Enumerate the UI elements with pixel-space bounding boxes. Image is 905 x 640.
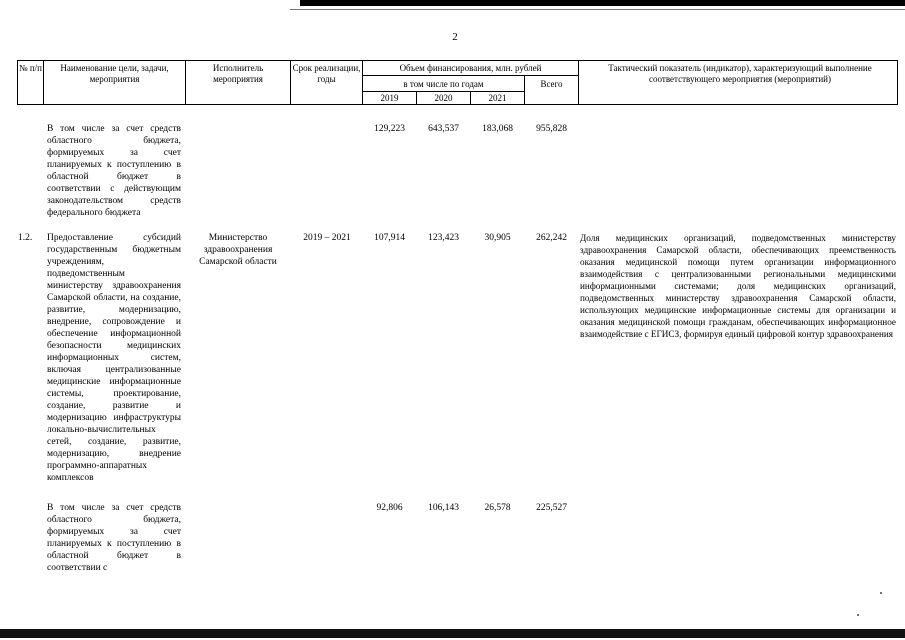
row-1-executor: Министерство здравоохранения Самарской области: [199, 233, 277, 267]
header-col-indicator: Тактический показатель (индикатор), характеризующий выполнение соответствующего мероприятия (мероприятий): [608, 63, 872, 84]
page-number: 2: [452, 31, 458, 43]
row-1-value-2021: 30,905: [484, 233, 511, 243]
row-0-value-2019: 129,223: [374, 124, 405, 134]
row-1-value-total: 262,242: [536, 233, 567, 243]
header-col-term: Срок реализации, годы: [292, 63, 361, 84]
header-year-2020: 2020: [434, 93, 453, 103]
scan-edge-bottom: [0, 629, 905, 638]
scan-speck: [857, 614, 859, 616]
row-2-name: В том числе за счет средств областного бюджета, формируемых за счет планируемых к поступлению в областной бюджет в соответствии с: [47, 503, 181, 573]
row-0-value-2021: 183,068: [482, 124, 513, 134]
scan-edge-top: [300, 0, 905, 6]
scan-speck: [880, 592, 882, 594]
row-1-value-2019: 107,914: [374, 233, 405, 243]
row-1-value-2020: 123,423: [428, 233, 459, 243]
header-col-name: Наименование цели, задачи, мероприятия: [60, 63, 169, 84]
row-0-value-2020: 643,537: [428, 124, 459, 134]
row-2-value-2020: 106,143: [428, 503, 459, 513]
row-2-value-total: 225,527: [536, 503, 567, 513]
header-col-by-years: в том числе по годам: [403, 79, 484, 89]
header-col-finance: Объем финансирования, млн. рублей: [399, 63, 542, 73]
row-1-number: 1.2.: [18, 233, 33, 243]
header-year-2021: 2021: [488, 93, 507, 103]
row-1-name: Предоставление субсидий государственным бюджетным учреждениям, подведомственным министерству здравоохранения Самарской области, на создание, развитие, модернизацию, внедрение, сопровождение и обеспечение информационной безопасности медицинских информационных систем, включая централизованные медицинские информационные системы, проектирование, создание, развитие и модернизацию инфраструктуры локально-вычислительных сетей, создание, развитие, модернизацию, внедрение программно-аппаратных комплексов: [47, 233, 181, 483]
scan-edge-top-line: [290, 9, 905, 10]
row-2-value-2021: 26,578: [484, 503, 511, 513]
header-col-total: Всего: [540, 79, 563, 89]
header-year-2019: 2019: [380, 93, 399, 103]
header-col-num: № п/п: [19, 63, 42, 73]
row-0-name: В том числе за счет средств областного бюджета, формируемых за счет планируемых к поступлению в областной бюджет в соответствии с действующим законодательством средств федерального бюджета: [47, 124, 181, 218]
row-1-indicator: Доля медицинских организаций, подведомственных министерству здравоохранения Самарской области, обеспечивающих преемственность оказания медицинской помощи путем организации информационного взаимодействия с централизованными региональными медицинскими информационными системами; доля медицинских организаций, подведомственных министерству здравоохранения Самарской области, использующих медицинские информационные системы для организации и оказания медицинской помощи гражданам, обеспечивающих информационное взаимодействие с ЕГИСЗ, формируя единый цифровой контур здравоохранения: [580, 233, 896, 339]
row-0-value-total: 955,828: [536, 124, 567, 134]
row-2-value-2019: 92,806: [376, 503, 403, 513]
header-col-executor: Исполнитель мероприятия: [212, 63, 264, 84]
row-1-term: 2019 – 2021: [303, 233, 351, 243]
